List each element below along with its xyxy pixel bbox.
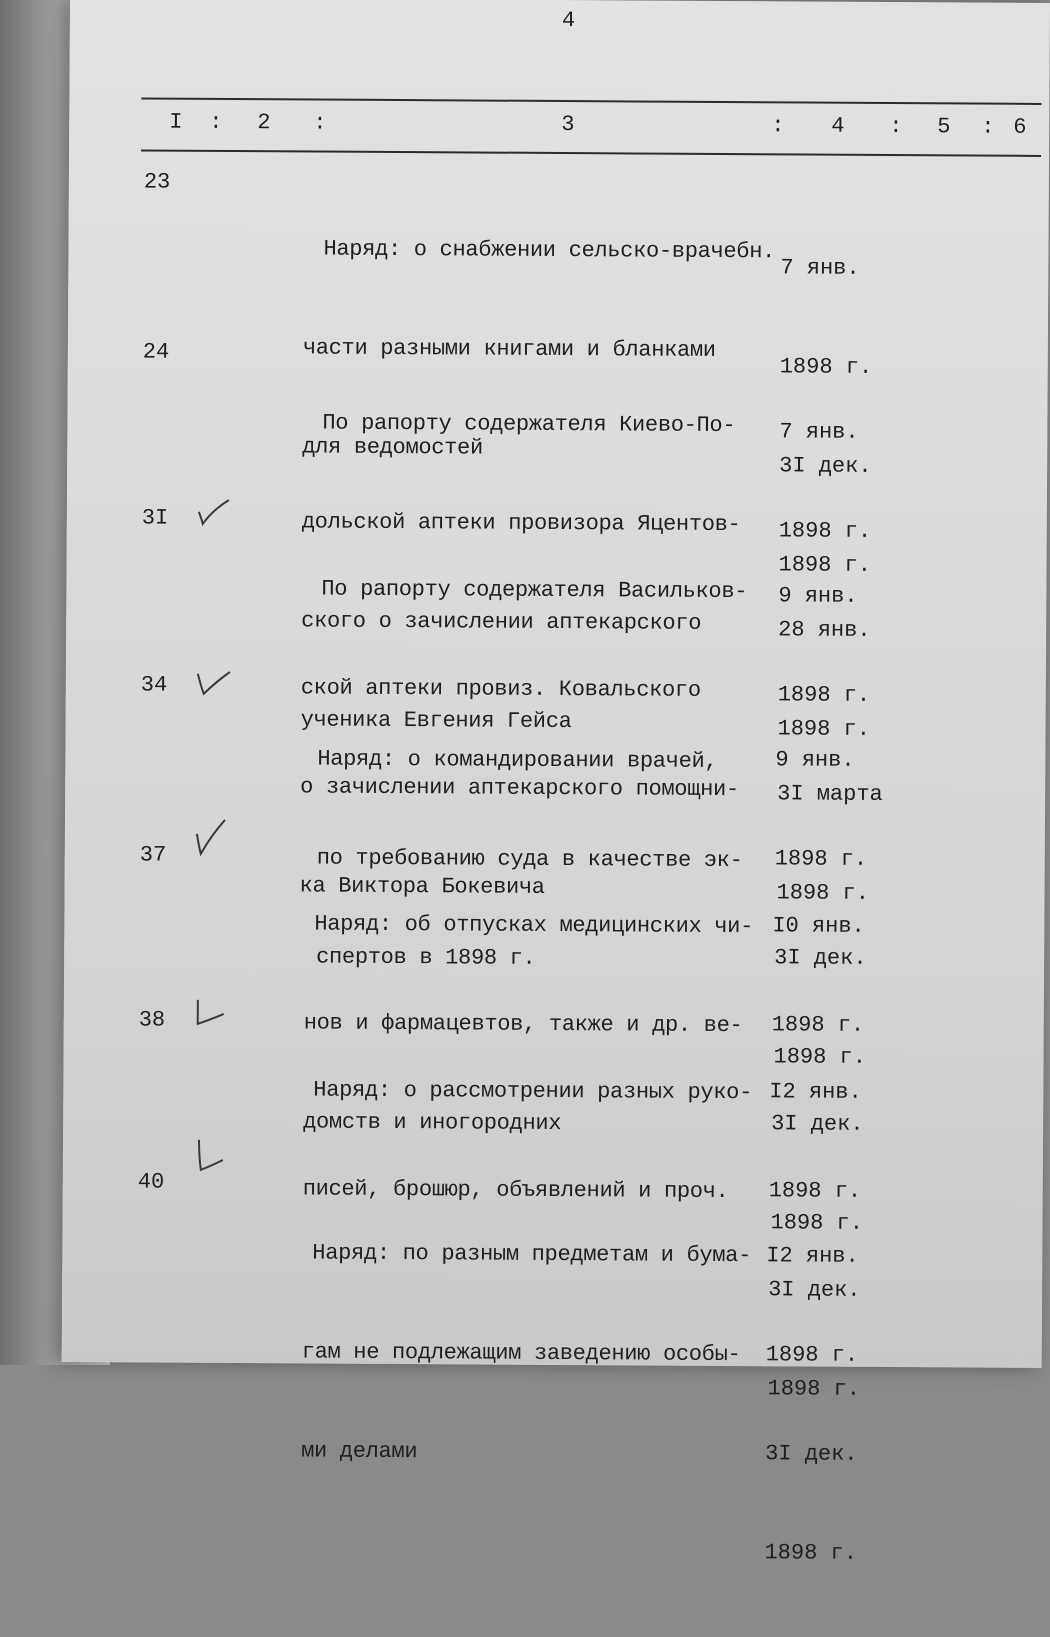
checkmark-icon [192,662,232,702]
date-line: 1898 г. [777,716,871,742]
date-line: 1898 г. [778,518,872,544]
header-col-5: 5 [937,114,951,140]
header-sep-3: : [771,113,785,139]
entry-line: Наряд: о командировании врачей, [317,746,718,774]
entry-line: По рапорту содержателя Киево-По- [322,410,736,439]
entry-number: 23 [143,169,171,195]
date-line: 1898 г. [768,1178,862,1204]
date-line: 3I дек. [768,1277,861,1303]
entry-line: по требованию суда в качестве эк- [316,845,743,874]
header-rule-bottom [141,149,1041,156]
entry-line: домств и иногородних [303,1109,562,1137]
header-sep-4: : [889,114,903,140]
entry-line: ми делами [301,1438,418,1465]
entry-line: спертов в 1898 г. [316,944,536,971]
date-line: 1898 г. [776,880,870,906]
header-sep-2: : [313,110,327,136]
header-sep-5: : [981,114,995,140]
entry-line: нов и фармацевтов, также и др. ве- [303,1010,743,1039]
date-line: 3I марта [777,781,883,807]
date-line: 9 янв. [778,583,858,609]
entry-line: гам не подлежащим заведению особы- [301,1339,741,1368]
entry-number: 37 [139,842,167,868]
page-number: 4 [561,8,576,34]
date-line: I2 янв. [769,1079,862,1105]
date-line: 7 янв. [780,255,860,281]
entry-line: Наряд: по разным предметам и бума- [312,1240,752,1269]
entry-number: 34 [140,672,168,698]
date-line: 9 янв. [775,747,855,773]
entry-line: ской аптеки провиз. Ковальского [300,675,701,703]
entry-number: 40 [137,1169,165,1195]
header-rule-top [141,97,1041,104]
date-line: I2 янв. [766,1243,859,1269]
date-line: 3I дек. [774,945,867,971]
date-line: 1898 г. [774,846,868,872]
entry-line: Наряд: о рассмотрении разных руко- [313,1077,753,1106]
entry-line: для ведомостей [302,434,483,461]
header-col-6: 6 [1013,114,1027,140]
entry-line: Наряд: о снабжении сельско-врачебн. [323,236,776,265]
date-line: I0 янв. [772,913,865,939]
header-col-1: I [169,109,183,135]
document-page [62,0,1050,1566]
date-line: 1898 г. [773,1044,867,1070]
entry-dates [764,1173,907,1636]
entry-line: По рапорту содержателя Васильков- [321,576,748,605]
header-col-4: 4 [831,113,845,139]
entry-description [301,1171,833,1537]
entry-line: ского о зачислении аптекарского [301,608,702,636]
entry-line: ученика Евгения Гейса [300,707,572,735]
entry-line: Наряд: об отпусках медицинских чи- [314,911,754,940]
entry-line: части разными книгами и бланками [302,335,716,363]
checkmark-icon [190,992,230,1032]
entry-number: 3I [141,505,169,531]
date-line: 28 янв. [778,617,871,643]
entry-line: о зачислении аптекарского помощни- [300,774,739,803]
entry-line: дольской аптеки провизора Яцентов- [301,509,741,538]
date-line: 3I дек. [771,1111,864,1137]
entry-number: 24 [142,339,170,365]
date-line: 3I дек. [765,1441,858,1467]
date-line: 1898 г. [779,354,873,380]
checkmark-icon [189,818,229,858]
date-line: 1898 г. [771,1012,865,1038]
entry-number: 38 [138,1007,166,1033]
date-line: 1898 г. [778,552,872,578]
entry-line: ка Виктора Бокевича [299,873,545,900]
date-line: 7 янв. [779,419,859,445]
date-line: 1898 г. [770,1210,864,1236]
date-line: 1898 г. [767,1376,861,1402]
checkmark-icon [191,1136,231,1176]
header-sep-1: : [209,109,223,135]
date-line: 1898 г. [764,1540,858,1566]
date-line: 1898 г. [777,682,871,708]
header-col-2: 2 [257,110,271,136]
date-line: 3I дек. [779,453,872,479]
checkmark-icon [193,494,233,534]
header-col-3: 3 [561,112,575,138]
entry-line: писей, брошюр, объявлений и проч. [302,1176,729,1205]
date-line: 1898 г. [765,1342,859,1368]
